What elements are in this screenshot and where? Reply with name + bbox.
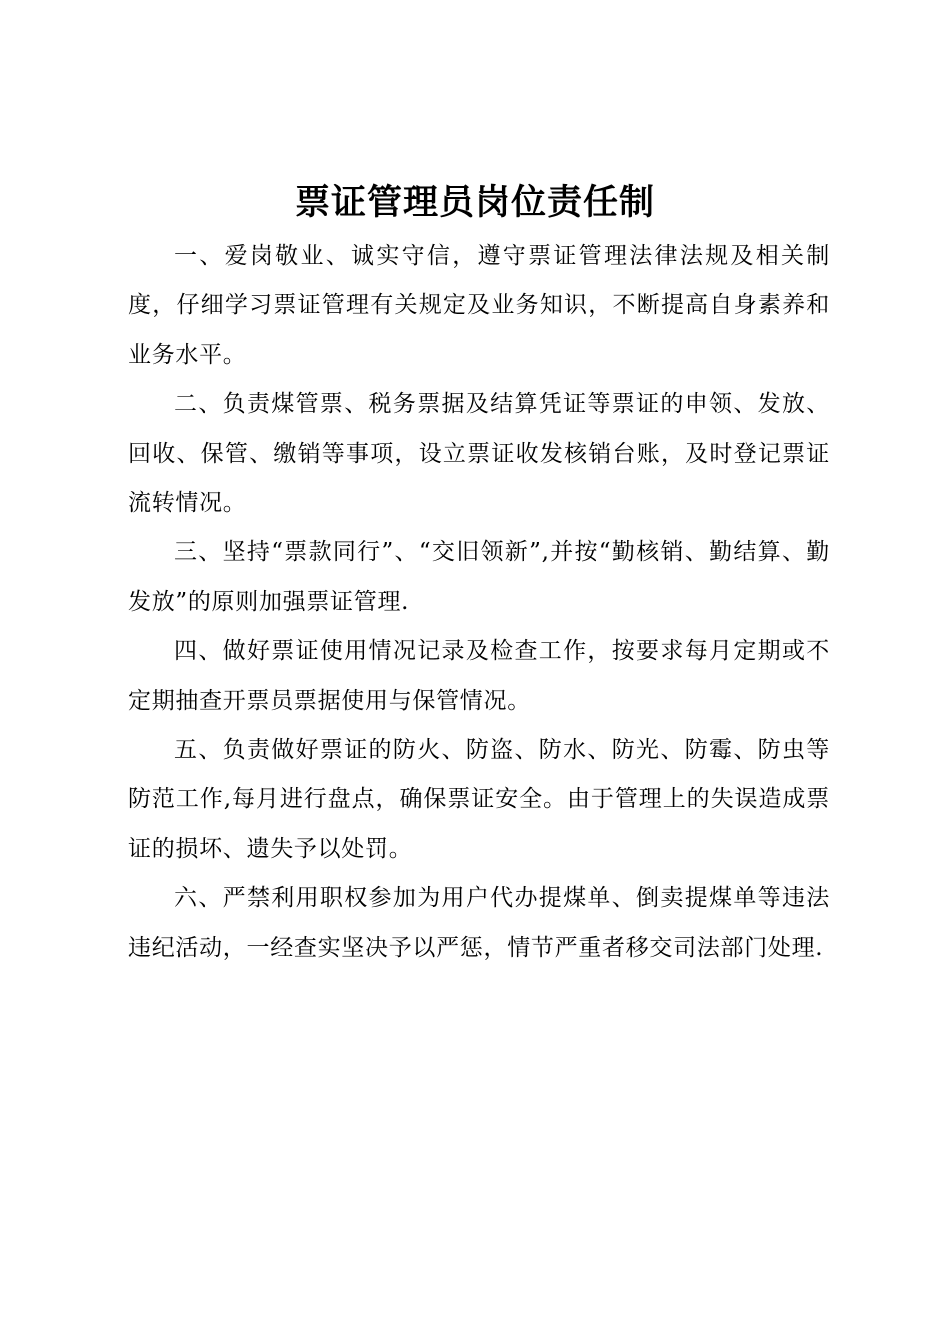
paragraph-4: 四、做好票证使用情况记录及检查工作，按要求每月定期或不定期抽查开票员票据使用与保管情况。	[128, 638, 830, 714]
paragraph-2: 二、负责煤管票、税务票据及结算凭证等票证的申领、发放、回收、保管、缴销等事项，设立票证收发核销台账，及时登记票证流转情况。	[128, 391, 830, 517]
paragraph-6: 六、严禁利用职权参加为用户代办提煤单、倒卖提煤单等违法违纪活动，一经查实坚决予以严惩，情节严重者移交司法部门处理.	[128, 885, 830, 961]
paragraph-5: 五、负责做好票证的防火、防盗、防水、防光、防霉、防虫等防范工作,每月进行盘点，确保票证安全。由于管理上的失误造成票证的损坏、遗失予以处罚。	[128, 737, 830, 862]
document-body	[128, 232, 830, 973]
document-title: 票证管理员岗位责任制	[294, 182, 655, 223]
paragraph-1: 一、爱岗敬业、诚实守信，遵守票证管理法律法规及相关制度，仔细学习票证管理有关规定及业务知识，不断提高自身素养和业务水平。	[128, 243, 830, 368]
paragraph-3: 三、坚持“票款同行”、“交旧领新”,并按“勤核销、勤结算、勤发放”的原则加强票证管理.	[128, 539, 830, 615]
